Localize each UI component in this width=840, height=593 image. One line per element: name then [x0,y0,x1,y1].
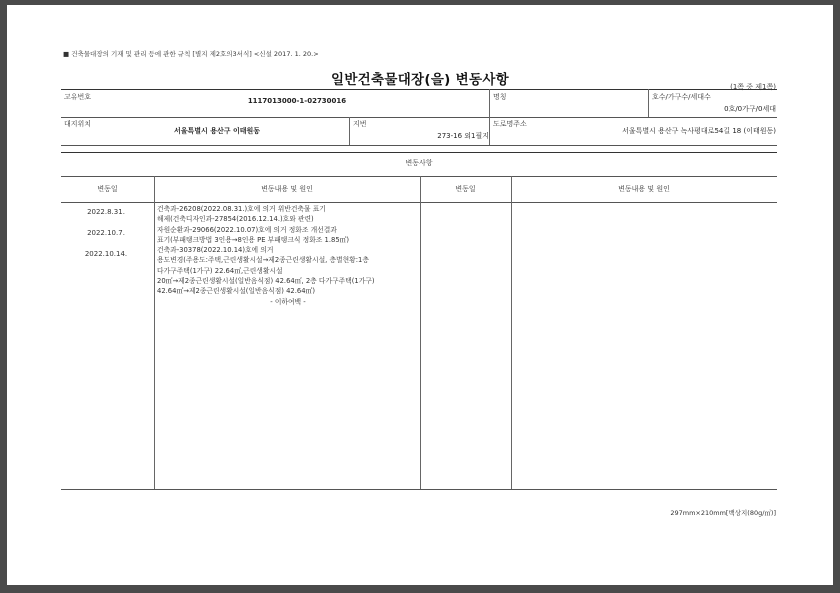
header-row-divider [61,117,777,118]
regulation-note: ■ 건축물대장의 기재 및 관리 등에 관한 규칙 [별지 제2호의3서식] <신설 2017. 1. 20.> [63,50,319,58]
name-label: 명칭 [493,93,507,101]
site-label: 대지위치 [64,120,92,128]
column-header-divider [61,202,777,203]
site-value: 서울특별시 용산구 이태원동 [173,127,261,135]
paper-spec-footer: 297mm×210mm[백상지(80g/㎡)] [670,509,776,517]
lot-label: 지번 [353,120,367,128]
units-value: 0호/0가구/0세대 [724,105,776,113]
header-vdivider [349,117,350,145]
document-page [7,5,833,585]
change-content [157,204,419,307]
content-line: 표기(부패탱크방법 3인용→8인용 PE 부패탱크식 정화조 1.85㎥) [157,235,350,244]
content-line: 해제(건축디자인과-27854(2016.12.14.)호와 관련) [157,215,314,224]
unique-no-value: 1117013000-1-02730016 [247,97,347,105]
units-label: 호수/가구수/세대수 [652,93,711,101]
header-vdivider [648,89,649,117]
section-title-divider [61,176,777,177]
lot-value: 273-16 외1필지 [437,132,489,140]
section-title: 변동사항 [405,159,433,167]
table-vdivider [154,176,155,489]
header-vdivider [489,117,490,145]
road-address-value: 서울특별시 용산구 녹사평대로54길 18 (이태원동) [622,127,776,135]
content-line: 다가구주택(1가구) 22.64㎡,근린생활시설 [157,266,283,275]
column-header-date: 변동일 [97,185,118,193]
content-line: 자원순환과-29066(2022.10.07)호에 의거 정화조 개선결과 [157,225,337,234]
change-date: 2022.10.7. [87,229,125,237]
header-bottom-border [61,145,777,146]
column-header-date-2: 변동일 [455,185,476,193]
page-info: (1쪽 중 제1쪽) [730,83,776,91]
content-line: 20㎡→제2종근린생활시설(일반음식점) 42.64㎡, 2층 다가구주택(1가구) [157,277,375,286]
change-date: 2022.8.31. [87,208,125,216]
header-top-border [61,89,777,90]
content-line: 건축과-30378(2022.10.14)호에 의거 [157,246,274,255]
change-date: 2022.10.14. [84,250,128,258]
end-mark: - 이하여백 - [270,297,306,306]
document-title: 일반건축물대장(을) 변동사항 [330,72,510,88]
unique-no-label: 고유번호 [64,93,92,101]
content-line: 건축과-26208(2022.08.31.)호에 의거 위반건축물 표기 [157,205,326,213]
column-header-content: 변동내용 및 원인 [261,185,313,193]
header-vdivider [489,89,490,117]
content-line: 42.64㎡→제2종근린생활시설(일반음식점) 42.64㎡) [157,287,315,296]
content-line: 용도변경(주용도:주택,근린생활시설→제2종근린생활시설, 층별현황:1층 [157,256,369,265]
table-vdivider [511,176,512,489]
column-header-content-2: 변동내용 및 원인 [618,185,670,193]
table-vdivider [420,176,421,489]
section-top-border [61,152,777,153]
road-address-label: 도로명주소 [493,120,527,128]
table-bottom-border [61,489,777,490]
